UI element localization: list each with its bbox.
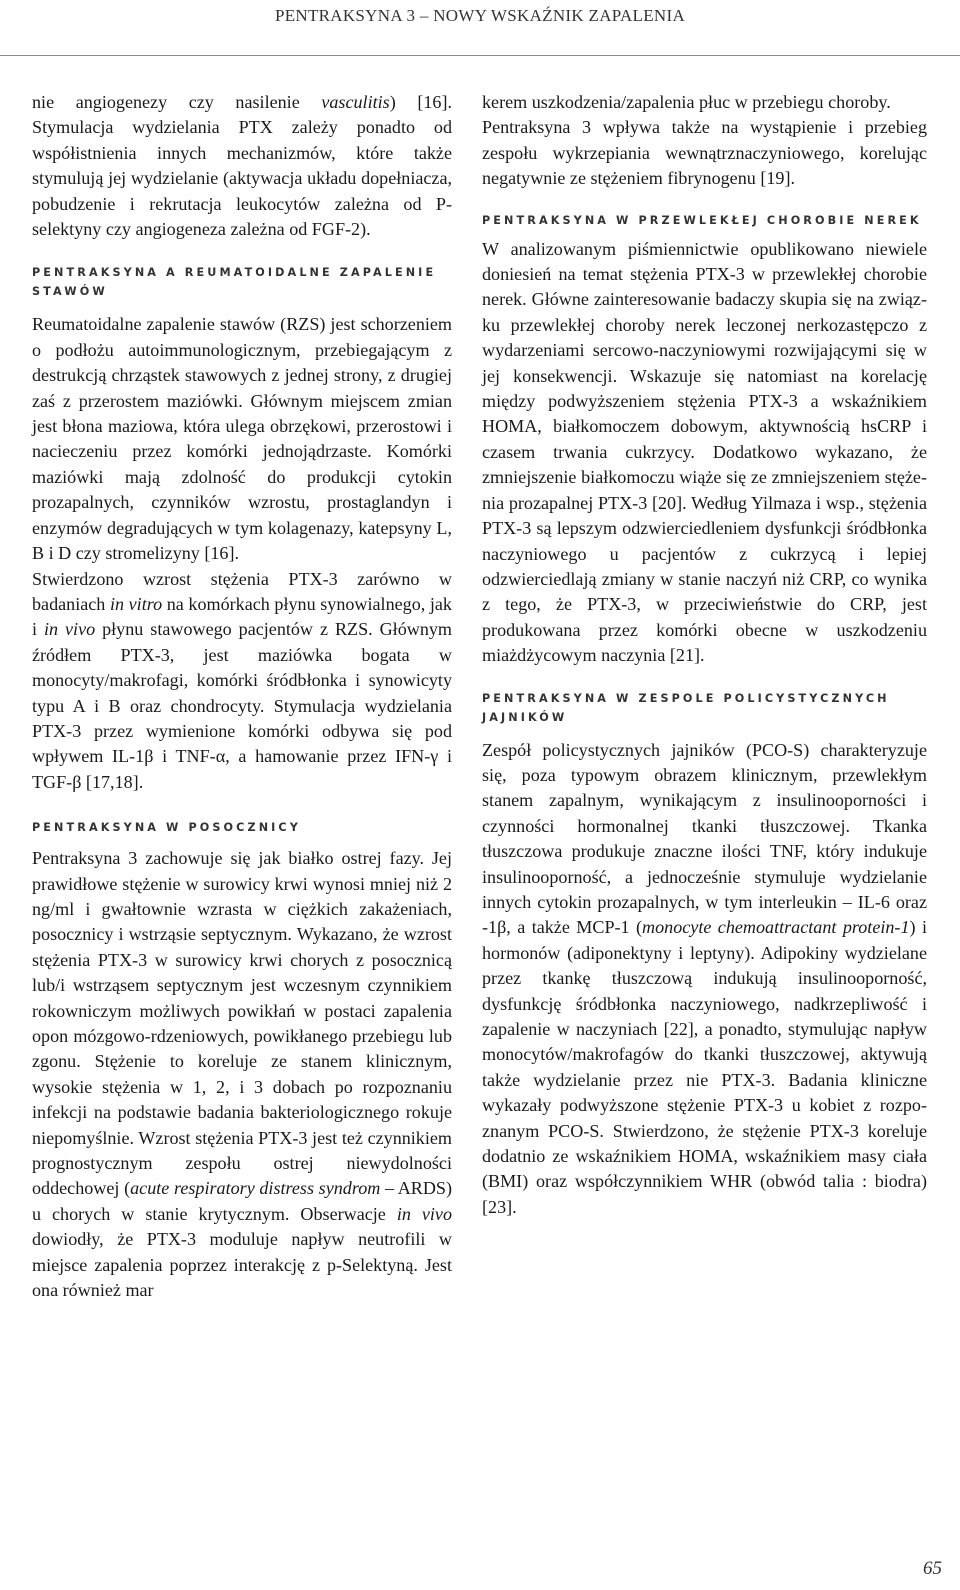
italic-term: vasculitis	[321, 92, 390, 112]
paragraph-kidney: W analizowanym piśmiennictwie opublikowano niewiele doniesień na temat stężenia PTX-3 w przewlekłej chorobie nerek. Główne zainteresowanie badaczy skupia się na związku przewlekłej choroby nerek leczonej nerkozastępczo z wydarzeniami sercowo-naczyniowymi rozwijającymi się w jej konsekwencji. Wskazuje się natomiast na korelację między podwyższeniem stężenia PTX-3 a wskaźnikiem HOMA, białkomoczem dobowym, aktywnością hsCRP i czasem trwania cukrzycy. Dodatkowo wykazano, że zmniejszenie białkomoczu wiąże się ze zmniejszeniem stężenia prozapalnej PTX-3 [20]. Według Yilmaza i wsp., stężenia PTX-3 są lepszym odzwierciedleniem dysfunkcji śródbłonka naczyniowego u pacjentów z cukrzycą i lepiej odzwierciedlają zmiany w stanie naczyń niż CRP, co wynika z tego, że PTX-3, w przeciwieństwie do CRP, jest produkowana przez komórki obecne w uszkodzeniu miażdżycowym naczynia [21].	[482, 238, 927, 666]
text-run: nie angiogenezy czy nasilenie	[32, 92, 322, 112]
continuation-paragraph-1: kerem uszkodzenia/zapalenia płuc w przebiegu choroby.	[482, 92, 891, 112]
paragraph-rzs-2	[32, 567, 452, 796]
intro-paragraph	[32, 90, 452, 242]
running-title: PENTRAKSYNA 3 – NOWY WSKAŹNIK ZAPALENIA	[274, 6, 686, 25]
text-run: ) i hormonów (adiponektyny i leptyny). Adipokiny wydzielane przez tkankę tłuszczową indukują insulinooporność, dysfunkcję śródbłonka naczyniowego, nadkrzepliwość i zapalenie w naczyniach [22], a ponadto, stymulując napływ monocytów/makrofagów do tkanki tłuszczowej, aktywują także wydzielanie przez nie PTX-3. Badania kliniczne wykazały podwyższone stężenie PTX-3 u kobiet z rozpoznanym PCO-S. Stwierdzono, że stężenie PTX-3 koreluje dodatnio ze wskaźnikiem HOMA, wskaźnikiem masy ciała (BMI) oraz współczynnikiem WHR (obwód talia : biodra) [23].	[482, 917, 927, 1217]
section-heading-pcos: PENTRAKSYNA W ZESPOLE POLICYSTYCZNYCH JAJNIKÓW	[482, 691, 890, 724]
text-run: – ARDS) u chorych w stanie krytycznym. Obserwacje	[32, 1178, 452, 1224]
text-run: Pentraksyna 3 zachowuje się jak białko ostrej fazy. Jej prawidłowe stężenie w surowicy krwi wynosi mniej niż 2 ng/ml i gwałtownie wzrasta w ciężkich zakażeniach, posocznicy i wstrząsie septycznym. Wykazano, że wzrost stężenia PTX-3 w surowicy krwi chorych z posocznicą lub/i wstrząsem septycznym jest wczesnym czynnikiem rokowniczym możliwych powikłań w postaci zapalenia opon mózgowo-rdzeniowych, powikłanego przebiegu lub zgonu. Stężenie to koreluje ze stanem klinicznym, wysokie stężenia w 1, 2, i 3 dobach po rozpoznaniu infekcji na podstawie badania bakteriologicznego rokuje niepomyślnie. Wzrost stężenia PTX-3 jest też czynnikiem prognostycznym zespołu ostrej niewydolności oddechowej (	[32, 848, 452, 1199]
section-heading-rzs: PENTRAKSYNA A REUMATOIDALNE ZAPALENIE STAWÓW	[32, 266, 437, 299]
running-header	[0, 0, 960, 56]
italic-term: monocyte chemoattractant protein-1	[642, 917, 910, 938]
text-run: ) [16]. Stymulacja wydzielania PTX zależy ponadto od współistnienia innych mechanizmów, które także stymulują jej wydzielanie (aktywacja układu dopełniacza, pobudzenie i rekrutacja leukocytów zależna od P-selektyny czy angiogeneza zależna od FGF-2).	[32, 92, 452, 240]
italic-term: acute respiratory distress syndrom	[130, 1178, 381, 1199]
italic-term: in vivo	[43, 619, 96, 640]
continuation-paragraph-2: Pentraksyna 3 wpływa także na wystąpienie i przebieg zespołu wykrzepiania wewnątrznaczyniowego, korelując negatywnie ze stężeniem fibrynogenu [19].	[482, 117, 927, 189]
left-column	[32, 90, 452, 1303]
text-run: płynu stawowego pacjentów z RZS. Głównym źródłem PTX-3, jest maziówka bogata w monocyty/makrofagi, komórki śródbłonka i synowicyty typu A i B oraz chondrocyty. Stymulacja wydzielania PTX-3 przez wymienione komórki odbywa się pod wpływem IL-1β i TNF-α, a hamowanie przez IFN-γ i TGF-β [17,18].	[32, 619, 452, 792]
text-run: na komórkach płynu synowialnego, jak i	[32, 593, 452, 640]
text-run: Stwierdzono wzrost stężenia PTX-3 zarówno w badaniach	[32, 568, 452, 614]
section-heading-sepsis: PENTRAKSYNA W POSOCZNICY	[32, 821, 301, 835]
text-run: dowiodły, że PTX-3 moduluje napływ neutrofili w miejsce zapalenia poprzez interakcję z p-Selektyną. Jest ona również mar	[32, 1229, 452, 1301]
page-number: 65	[923, 1558, 942, 1579]
paragraph-pcos	[482, 738, 927, 1221]
paragraph-sepsis	[32, 846, 452, 1303]
text-run: Zespół policystycznych jajników (PCO-S) charakteryzuje się, poza typowym obrazem klinicznym, przewlekłym stanem zapalnym, wynikającym z insulinooporności i czynności hormonalnej tkanki tłuszczowej. Tkanka tłuszczowa produkuje znaczne ilości TNF, który indukuje insulinooporność, a jednocześnie stymuluje wydzielanie innych cytokin prozapalnych, w tym interleukin – IL-6 oraz -1β, a także MCP-1 (	[482, 739, 927, 938]
paragraph-rzs-1: Reumatoidalne zapalenie stawów (RZS) jest schorzeniem o podłożu autoimmunologicznym, przebiegającym z destrukcją chrząstek stawowych z jednej strony, z drugiej zaś z przerostem maziówki. Głównym miejscem zmian jest błona maziowa, która ulega obrzękowi, przerostowi i nacieczeniu przez komórki jednojądrzaste. Komórki maziówki mają zdolność do produkcji cytokin prozapalnych, czynników wzrostu, prostaglandyn i enzymów degradujących w tym kolagenazy, katepsyny L, B i D czy stromelizyny [16].	[32, 314, 452, 564]
section-heading-kidney: PENTRAKSYNA W PRZEWLEKŁEJ CHOROBIE NEREK	[482, 213, 922, 227]
right-column	[482, 90, 927, 1220]
italic-term: in vitro	[109, 593, 163, 614]
italic-term: in vivo	[396, 1203, 453, 1224]
